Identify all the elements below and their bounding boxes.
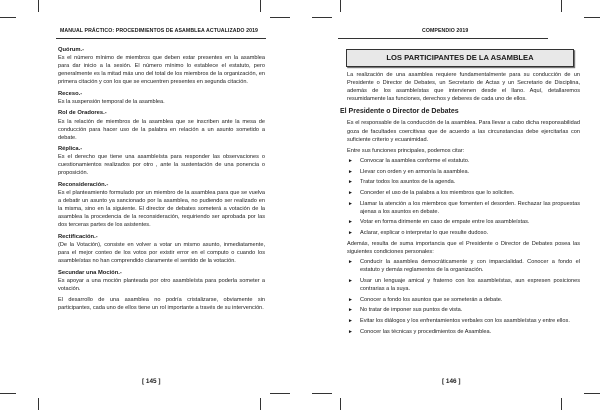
bullet-arrow-icon: ► — [348, 328, 353, 335]
list-item — [347, 306, 580, 314]
functions-list — [340, 157, 580, 237]
list-item-text: Conocer las técnicas y procedimientos de Asamblea. — [360, 328, 492, 335]
section-banner: LOS PARTICIPANTES DE LA ASAMBLEA — [346, 49, 574, 67]
list-item-text: Convocar la asamblea conforme el estatuto. — [360, 157, 470, 164]
left-page-number: [ 145 ] — [142, 378, 161, 385]
list-item-text: Evitar los diálogos y los enfrentamientos verbales con los asambleístas y entre ellos. — [360, 317, 570, 324]
bullet-arrow-icon: ► — [348, 296, 353, 303]
glossary-definition: Es el derecho que tiene una asambleísta para responder las observaciones o cuestionamientos realizados por otro , ante la sustentación de una ponencia o proposición. — [58, 154, 265, 177]
list-item — [347, 218, 580, 226]
glossary-term: Reconsideración.- — [58, 181, 109, 188]
list-item — [347, 157, 580, 165]
left-page — [0, 0, 296, 410]
glossary-term: Rectificación.- — [58, 233, 98, 240]
bullet-arrow-icon: ► — [348, 157, 353, 164]
list-item — [347, 317, 580, 325]
glossary-definition: Es apoyar a una moción planteada por otro asambleísta para poderla someter a votación. — [58, 277, 265, 292]
list-item-text: Aclarar, explicar o interpretar lo que resulte dudoso. — [360, 230, 489, 237]
glossary-definition: (De la Votación), consiste en volver a votar un mismo asunto, inmediatamente, para el mejor conteo de los votos por existir error en el computo o cuando los asambleístas no han comprendido claramente el sentido de la votación. — [58, 242, 265, 265]
bullet-arrow-icon: ► — [348, 168, 353, 175]
glossary-term: Secundar una Moción.- — [58, 269, 122, 276]
bullet-arrow-icon: ► — [348, 307, 353, 314]
section-title: El Presidente o Director de Debates — [340, 108, 459, 116]
left-running-header: MANUAL PRÁCTICO: PROCEDIMIENTOS DE ASAMBLEA ACTUALIZADO 2019 — [60, 28, 259, 34]
list-item-text: Tratar todos los asuntos de la agenda. — [360, 179, 456, 186]
bullet-arrow-icon: ► — [348, 200, 353, 207]
glossary-definition: Es la suspensión temporal de la asamblea. — [58, 98, 165, 105]
list-item-text: Llevar con orden y en armonía la asamblea. — [360, 168, 470, 175]
glossary-definition: Es la relación de miembros de la asamblea que se inscriben ante la mesa de conducción para hacer uso de la palabra en relación a un asunto sometido a debate. — [58, 118, 265, 141]
list-item-text: Usar un lenguaje amical y fraterno con los asambleístas, aun expresen posiciones contrarias a la suya. — [360, 277, 580, 292]
glossary-definition: Es el planteamiento formulado por un miembro de la asamblea para que se vuelva a debatir un asunto ya sancionado por la asamblea, no pudiendo ser realizado en la misma, sino en la siguiente. El director de debates someterá a votación de la asamblea la procedencia de la reconsideración, requiriendo ser aprobada por las dos terceras partes de los asistentes. — [58, 190, 265, 229]
list-item — [347, 296, 580, 304]
list-item — [347, 229, 580, 237]
glossary-term: Rol de Oradores.- — [58, 110, 107, 117]
list-item-text: Votar en forma dirimente en caso de empate entre los asambleístas. — [360, 219, 530, 226]
right-body — [340, 71, 580, 338]
glossary — [58, 46, 265, 312]
right-page — [304, 0, 600, 410]
list-item — [347, 200, 580, 216]
intro-paragraph: La realización de una asamblea requiere fundamentalmente para su conducción de un Presidente o Director de Debates, un Secretario de Actas y un Secretario de Disciplina, además de los asambleístas que intervienen desde el llano. Aquí, detallaremos resumidamente las funciones, derechos y deberes de cada uno de ellos. — [347, 72, 580, 103]
glossary-term: Réplica.- — [58, 146, 83, 153]
bullet-arrow-icon: ► — [348, 179, 353, 186]
bullet-arrow-icon: ► — [348, 258, 353, 265]
glossary-definition: El desarrollo de una asamblea no podría cristalizarse, obviamente sin participantes, cada uno de ellos tiene un rol importante a través de su intervención. — [58, 296, 265, 312]
bullet-arrow-icon: ► — [348, 189, 353, 196]
list-item — [347, 277, 580, 293]
glossary-term: Quórum.- — [58, 47, 85, 53]
section-paragraph: Además, resulta de suma importancia que el Presidente o Director de Debates posea las siguientes condiciones personales: — [347, 240, 580, 255]
right-page-number: [ 146 ] — [442, 378, 461, 385]
section-paragraph: Entre sus funciones principales, podemos citar: — [347, 147, 465, 154]
right-header-rule — [338, 38, 548, 39]
left-header-rule — [56, 38, 266, 39]
bullet-arrow-icon: ► — [348, 277, 353, 284]
list-item — [347, 258, 580, 274]
right-running-header: COMPENDIO 2019 — [422, 28, 469, 34]
bullet-arrow-icon: ► — [348, 230, 353, 237]
bullet-arrow-icon: ► — [348, 317, 353, 324]
list-item-text: No tratar de imponer sus puntos de vista. — [360, 307, 463, 314]
list-item-text: Conducir la asamblea democráticamente y con imparcialidad. Conocer a fondo el estatuto y demás reglamentos de la organización. — [360, 258, 580, 274]
conditions-list — [340, 258, 580, 336]
list-item-text: Llamar la atención a los miembros que fomenten el desorden. Rechazar las propuestas ajenas a los asuntos en debate. — [360, 200, 580, 215]
list-item — [347, 328, 580, 336]
list-item — [347, 189, 580, 197]
bullet-arrow-icon: ► — [348, 219, 353, 226]
list-item — [347, 168, 580, 176]
glossary-term: Receso.- — [58, 90, 83, 97]
list-item-text: Conocer a fondo los asuntos que se someterán a debate. — [360, 296, 503, 303]
section-paragraph: Es el responsable de la conducción de la asamblea. Para llevar a cabo dicha responsabilidad goza de facultades coercitivas que de acuerdo a las circunstancias debe ejercitarlas con suficiente criterio y ecuanimidad. — [347, 120, 580, 143]
glossary-definition: Es el número mínimo de miembros que deben estar presentes en la asamblea para dar inicio a la sesión. El número mínimo lo establece el estatuto, pero generalmente es la mitad más uno del total de los miembros de la organización, en primera citación y con los que se encuentren presentes en segunda citación. — [58, 55, 265, 86]
list-item — [347, 178, 580, 186]
list-item-text: Conceder el uso de la palabra a los miembros que lo soliciten. — [360, 189, 515, 196]
